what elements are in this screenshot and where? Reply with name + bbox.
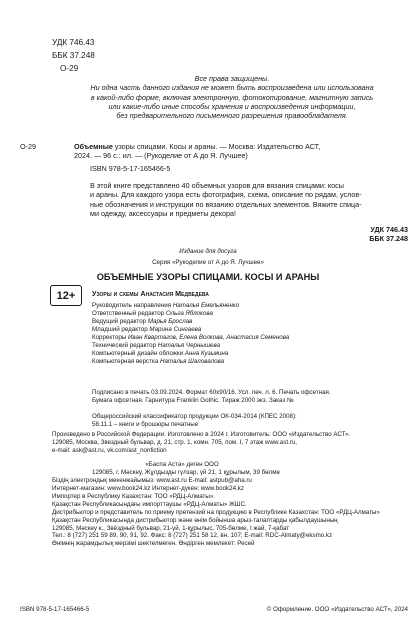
manufacturer-line: e-mail: ask@ast.ru, vk.com/ast_nonfiction bbox=[52, 446, 167, 454]
catalog-entry-line2: 2024. — 96 с.: ил. — (Рукоделие от А до Я. Лучшее) bbox=[74, 151, 248, 161]
rights-line: без предварительного письменного разрешения правообладателя. bbox=[116, 111, 348, 121]
classifier bbox=[92, 413, 412, 429]
credit-role: Корректоры bbox=[92, 333, 127, 341]
catalog-entry-bold: Объемные bbox=[74, 142, 113, 151]
rights-line: или какие-либо иные способы хранения и воспроизведения информации, bbox=[108, 102, 356, 112]
annotation-line: В этой книге представлено 40 объемных узоров для вязания спицами: косы bbox=[90, 181, 344, 190]
book-title: ОБЪЕМНЫЕ УЗОРЫ СПИЦАМИ. КОСЫ И АРАНЫ bbox=[96, 272, 320, 282]
credit-name: Марина Сингаева bbox=[149, 325, 202, 333]
credit-role: Руководитель направления bbox=[92, 302, 172, 309]
kz-block bbox=[52, 461, 414, 548]
manufacturer-block bbox=[52, 431, 414, 455]
manufacturer-line: 129085, Москва, Звездный бульвар, д. 21, стр. 1, комн. 705, пом. I, 7 этаж www.ast.ru, bbox=[52, 438, 298, 446]
credit-row bbox=[92, 326, 412, 334]
annotation-line: ные обозначения и инструкции по вязанию отдельных элементов. Вяжите спица- bbox=[90, 199, 362, 209]
top-bbk: ББК 37.248 bbox=[52, 51, 95, 60]
credit-row bbox=[92, 350, 412, 358]
classifier-line: 58.11.1 – книги и брошюры печатные bbox=[92, 420, 199, 428]
footer-copyright: © Оформление. ООО «Издательство АСТ», 2024 bbox=[266, 606, 408, 613]
catalog-annotation bbox=[90, 181, 410, 218]
credit-row bbox=[92, 302, 412, 310]
kz-line: Қазақстан Республикасындағы импорттаушы «РДЦ-Алматы» ЖШС. bbox=[52, 500, 247, 508]
rights-line: Ни одна часть данного издания не может быть воспроизведена или использована bbox=[90, 83, 374, 93]
credit-role: Младший редактор bbox=[92, 325, 148, 333]
credit-row bbox=[92, 342, 412, 350]
print-info-line: Бумага офсетная. Гарнитура Franklin Gothic. Тираж 2000 экз. Заказ № bbox=[92, 396, 294, 404]
catalog-udk-bbk bbox=[369, 225, 408, 244]
credit-name: Наталья Чернышева bbox=[157, 341, 221, 349]
credit-role: Ведущий редактор bbox=[92, 317, 147, 325]
edition-series: Серия «Рукоделие от А до Я. Лучшее» bbox=[152, 259, 264, 266]
credit-row bbox=[92, 310, 412, 318]
credit-role: Компьютерная верстка bbox=[92, 357, 159, 365]
classifier-line: Общероссийский классификатор продукции ОК-034-2014 (КПЕС 2008): bbox=[92, 413, 297, 420]
print-info bbox=[92, 389, 412, 405]
age-rating-badge: 12+ bbox=[50, 285, 82, 306]
credit-row bbox=[92, 334, 412, 342]
manufacturer-line: Произведено в Российской Федерации. Изготовлено в 2024 г. Изготовитель: ООО «Издательство АСТ». bbox=[52, 431, 351, 438]
credit-name: Наталья Шаловалова bbox=[160, 357, 225, 365]
kz-line: 129085, г. Мәскеу, Жұлдызды гүлзар, үй 21, 1 құрылым, 39 бөлме bbox=[92, 468, 280, 476]
credit-name: Ольга Яблокова bbox=[165, 309, 213, 317]
credit-row bbox=[92, 318, 412, 326]
kz-line: Өнімнің жарамдылық мерзімі шектелмеген. Өндірген мемлекет: Ресей bbox=[52, 540, 255, 548]
credit-role: Технический редактор bbox=[92, 341, 157, 349]
annotation-line: и араны. Для каждого узора есть фотография, схема, описание по рядам, услов- bbox=[90, 190, 362, 200]
catalog-mark: О-29 bbox=[20, 142, 36, 151]
credits-list bbox=[92, 302, 412, 366]
credit-name: Иван Квартагов, Елена Волкова, Анастасия Семенова bbox=[127, 333, 290, 341]
book-subtitle: Узоры и схемы Анастасия Медведева bbox=[92, 289, 209, 298]
print-info-line: Подписано в печать 03.09.2024. Формат 60x90/16. Усл. печ. л. 6. Печать офсетная. bbox=[92, 389, 331, 396]
credit-role: Ответственный редактор bbox=[92, 309, 165, 317]
credit-role: Компьютерный дизайн обложки bbox=[92, 349, 184, 357]
credit-name: Марья Брослав bbox=[147, 317, 193, 325]
catalog-udk: УДК 746.43 bbox=[370, 225, 408, 234]
kz-line: Біздің электрондық мекенжайымыз: www.ast.ru E-mail: astpub@aha.ru bbox=[52, 476, 252, 484]
kz-line: «Баспа Аста» деген ООО bbox=[145, 461, 219, 468]
credit-row bbox=[92, 358, 412, 366]
footer-isbn: ISBN 978-5-17-165466-5 bbox=[20, 606, 90, 613]
catalog-entry bbox=[74, 142, 414, 161]
credit-name: Анна Кузьмина bbox=[184, 349, 229, 357]
kz-line: 129085, Мәскеу к., Звёздный бульвар, 21-үй, 1-құрылыс, 705-бөлме, I жай, 7-қабат bbox=[52, 524, 290, 532]
credit-name: Наталья Емельяненко bbox=[172, 302, 240, 309]
rights-title: Все права защищены. bbox=[194, 74, 270, 83]
catalog-isbn: ISBN 978-5-17-165466-5 bbox=[90, 164, 171, 173]
top-author-mark: О-29 bbox=[60, 64, 79, 73]
kz-line: Дистрибьютор и представитель по приему претензий на продукцию в Республике Казахстан: ТОО «РДЦ-Алматы» bbox=[52, 508, 380, 516]
kz-line: Қазақстан Республикасында дистрибьютор және өнім бойынша арыз-талаптарды қабылдаушының bbox=[52, 516, 338, 524]
catalog-entry-rest: узоры спицами. Косы и араны. — Москва: Издательство АСТ, bbox=[112, 142, 321, 151]
kz-line: Импортер в Республику Казахстан: ТОО «РДЦ-Алматы». bbox=[52, 492, 215, 500]
kz-line: Интернет-магазин: www.book24.kz Интернет-дүкен: www.book24.kz bbox=[52, 484, 244, 492]
annotation-line: ми одежду, аксессуары и предметы декора! bbox=[90, 209, 236, 219]
kz-line: Тел.: 8 (727) 251 59 89, 90, 91, 92. Факс: 8 (727) 251 58 12, вн. 107; E-mail: RDC-Almaty@eksmo.kz bbox=[52, 532, 333, 540]
top-udk: УДК 746.43 bbox=[52, 38, 95, 47]
rights-block bbox=[52, 74, 412, 121]
edition-type: Издание для досуга bbox=[179, 248, 237, 255]
rights-line: в какой-либо форме, включая электронную, фотокопирование, магнитную запись bbox=[90, 92, 374, 102]
catalog-bbk: ББК 37.248 bbox=[369, 234, 408, 244]
